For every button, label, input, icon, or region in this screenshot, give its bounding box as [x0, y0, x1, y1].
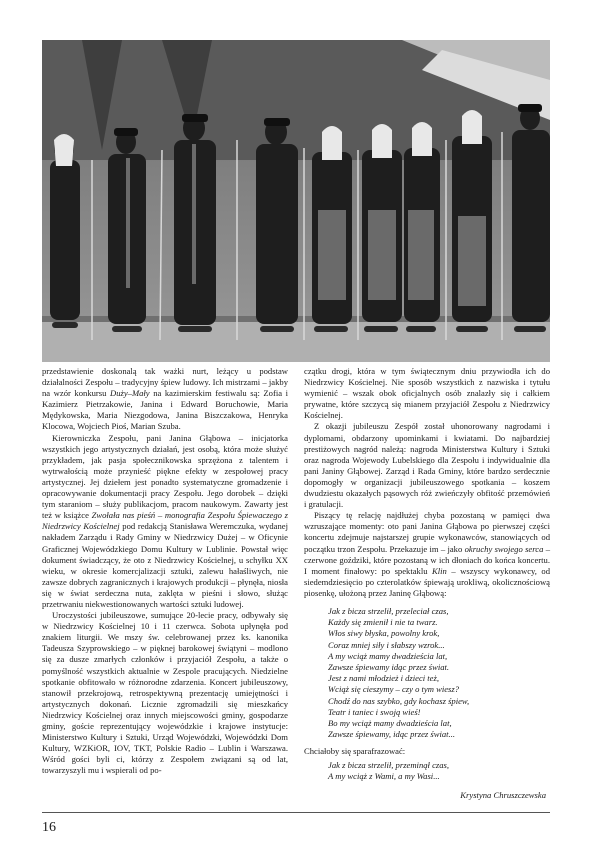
contest-name: Duży–Mały — [110, 388, 150, 399]
song-lyrics — [328, 606, 550, 740]
lyric-line: Wciąż się cieszymy – czy o tym wiesz? — [328, 684, 460, 695]
lyric-line: Włos siwy błyska, powolny krok, — [328, 628, 440, 639]
lyric-line: A my wciąż z Wami, a my Wasi... — [328, 770, 440, 781]
paragraph-jubilee: Uroczystości jubileuszowe, sumujące 20-lecie pracy, odbywały się w Niedrzwicy Kościelnej 10 i 11 czerwca. Sobota upłynęła pod znakiem liturgii. We mszy św. celebrowanej przez ks. kanonika Tadeusza Szyprowskiego – w pięknej barokowej świątyni – modlono się za dusze zmarłych członków i przyjaciół Zespołu, a także o pomyślność wszystkich aktualnie w Zespole pracujących. Niedzielne spotkanie obfitowało w różnorodne zdarzenia. Koncert jubileuszowy, stanowił przekrojową, retrospektywną prezentację umiejętności i artystycznych dokonań. Licznie zgromadzili się mieszkańcy Niedrzwicy Kościelnej oraz innych miejscowości gminy, gospodarze gminy, goście reprezentujący wojewódzkie i krajowe instytucje: Ministerstwo Kultury i Sztuki, Urząd Wojewódzki, Wojewódzki Dom Kultury, WZKiOR, IOV, TKT, Polskie Radio – Lublin i Warszawa. Wśród gości byli ci, którzy z Zespołem związani są od lat, towarzyszyli mu i wspierali od po- — [42, 610, 288, 776]
lyric-line: Jak z bicza strzelił, przeminął czas, — [328, 759, 450, 770]
book-title: Zwołała nas pieśń – monografia Zespołu Śpiewaczego z Niedrzwicy Kościelnej — [42, 510, 288, 532]
article-right-column — [304, 366, 550, 801]
choir-photo-illustration — [42, 40, 550, 362]
lyric-line: Każdy się zmienił i nie ta twarz. — [328, 617, 438, 628]
footer-rule — [42, 812, 550, 813]
lyric-line: Jest z nami młodzież i dzieci też, — [328, 673, 439, 684]
page-number: 16 — [42, 820, 56, 835]
paragraph-awards: Z okazji jubileuszu Zespół został uhonorowany nagrodami i dyplomami, obdarzony upominkami i kwiatami. Do najbardziej prestiżowych nagród należą: nagroda Ministerstwa Kultury i Sztuki oraz nagroda Wojewody Lubelskiego dla Zespołu i indywidualnie dla pani Janiny Głąbowej. Zarząd i Rada Gminy, które bardzo serdecznie dopomogły w organizacji jubileuszowego spotkania – koszem dwudziestu okazałych pąsowych róż zwieńczyły obfitość przemówień i gratulacji. — [304, 421, 550, 510]
lyric-line: Jak z bicza strzelił, przeleciał czas, — [328, 605, 449, 616]
article-author: Krystyna Chruszczewska — [460, 789, 546, 800]
lyric-line: Teatr i taniec i swoją wieś! — [328, 706, 421, 717]
lyric-line: Chodź do nas szybko, gdy kochasz śpiew, — [328, 695, 470, 706]
paragraph-singers: przedstawienie doskonalą tak ważki nurt, leżący u podstaw działalności Zespołu – tradycyjny śpiew ludowy. Ich mistrzami – jakby na wzór konkursu Duży–Mały na kazimierskim festiwalu są: Zofia i Kazimierz Pietrzakowie, Janina i Edward Boruchowie, Maria Mędykowska, Maria Niezgodowa, Janina Biszczakowa, Henryka Klocowa, Wojciech Pioś, Marian Szuba. — [42, 366, 288, 432]
paragraph-director: Kierowniczka Zespołu, pani Janina Głąbowa – inicjatorka wszystkich jego artystycznych działań, jest osobą, która może służyć przykładem, jak pasja społecznikowska sprzężona z talentem i wytrwałością może przynieść piękne efekty w zespołowej pracy artystycznej. Jej dziełem jest ponadto systematyczne gromadzenie i opracowywanie dokumentacji pracy Zespołu. Jego dorobek – dzięki tym staraniom – służy publikacjom, pracom naukowym. Zawarty jest też w książce Zwołała nas pieśń – monografia Zespołu Śpiewaczego z Niedrzwicy Kościelnej pod redakcją Stanisława Weremczuka, wydanej nakładem Zarządu i Rady Gminy w Niedrzwicy Dużej – w Oficynie Graficznej Wojewódzkiego Domu Kultury w Lublinie. Powstał więc dokument świadczący, że oto z Niedrzwicy Kościelnej, u schyłku XX wieku, w okresie komercjalizacji sztuki, zalewu hałaśliwych, nie zawsze dobrych zagranicznych i krajowych produkcji – płynęła, niosła się w świat serdeczna nuta, zaklęta w pieśni i słowo, służąc przetrwaniu niekwestionowanych wartości sztuki ludowej. — [42, 432, 288, 609]
choir-photo — [42, 40, 550, 362]
paraphrase-lyrics — [328, 760, 550, 782]
lyric-line: A my wciąż mamy dwadzieścia lat, — [328, 650, 448, 661]
paragraph-paraphrase: Chciałoby się sparafrazować: — [304, 746, 406, 757]
lyric-line: Zawsze śpiewamy idąc przez świat. — [328, 661, 450, 672]
lyric-line: Coraz mniej siły i słabszy wzrok... — [328, 639, 445, 650]
lyric-line: Zawsze śpiewamy, idąc przez świat... — [328, 729, 456, 740]
paragraph-guests: czątku drogi, która w tym świątecznym dniu przywiodła ich do Niedrzwicy Kościelnej. Nie sposób wszystkich z nazwiska i tytułu wymienić – wszak obok oficjalnych osób znalazły się i całkiem prywatne, które szczycą się mianem przyjaciół Zespołu z Niedrzwicy Kościelnej. — [304, 366, 550, 421]
paragraph-moments: Piszący tę relację najdłużej chyba pozostaną w pamięci dwa wzruszające momenty: oto pani Janina Głąbowa po pierwszej części koncertu zdejmuje najstarszej grupie wykonawców, stanowiących od początku trzon Zespołu. Przekazuje im – jako okruchy swojego serca – czerwone goździki, które pozostaną w ich dłoniach do końca koncertu. I moment finałowy: po spektaklu Klin – wszyscy wykonawcy, od siedemdziesięcio po czterolatków śpiewają urokliwą, okolicznościową piosenkę, ułożoną przez Janinę Głąbową: — [304, 510, 550, 598]
lyric-line: Bo my wciąż mamy dwadzieścia lat, — [328, 718, 452, 728]
article-left-column — [42, 366, 288, 776]
